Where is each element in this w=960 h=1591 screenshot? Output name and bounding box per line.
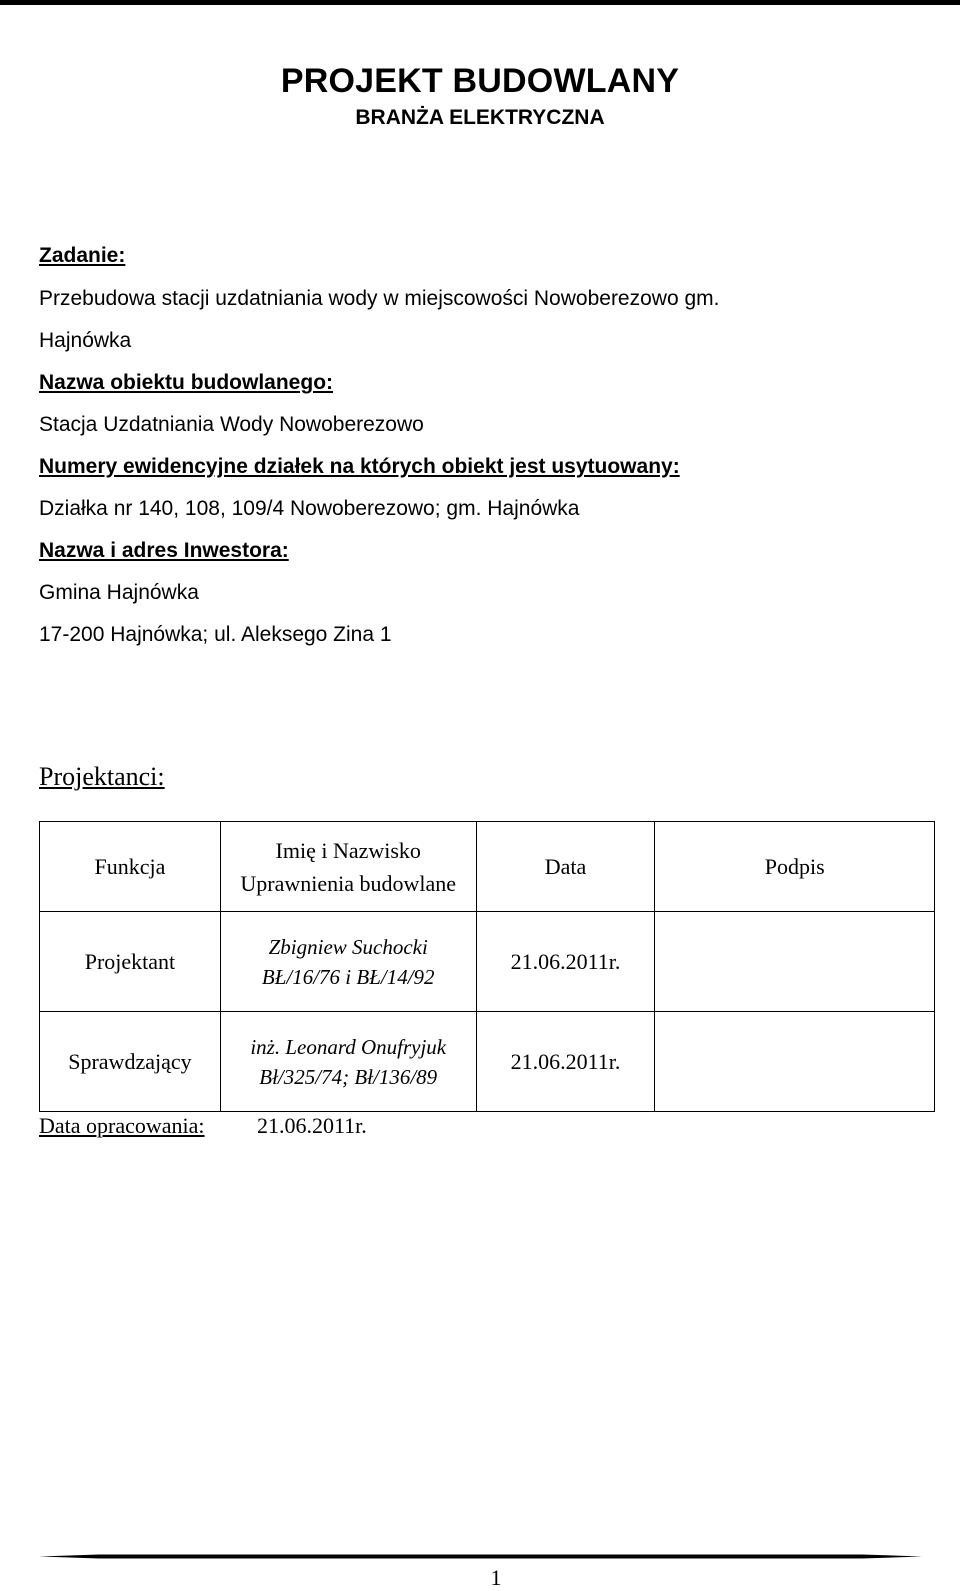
object-name-label: Nazwa obiektu budowlanego: (39, 371, 334, 394)
task-value-line2: Hajnówka (39, 329, 132, 352)
row-date: 21.06.2011r. (476, 912, 655, 1012)
row-person-name: inż. Leonard Onufryjuk (250, 1034, 447, 1059)
column-header-function: Funkcja (40, 822, 221, 912)
designers-table (39, 821, 935, 1112)
task-label: Zadanie: (39, 244, 126, 267)
column-header-name-line2: Uprawnienia budowlane (240, 870, 457, 896)
row-person-name: Zbigniew Suchocki (268, 934, 428, 959)
table-header-row (40, 822, 935, 912)
column-header-name (220, 822, 476, 912)
column-header-name-line1: Imię i Nazwisko (275, 837, 421, 863)
investor-name: Gmina Hajnówka (39, 581, 199, 604)
row-license: Bł/325/74; Bł/136/89 (259, 1064, 438, 1089)
row-name-cell (220, 912, 476, 1012)
investor-address: 17-200 Hajnówka; ul. Aleksego Zina 1 (39, 623, 392, 646)
task-value-line1: Przebudowa stacji uzdatniania wody w miejscowości Nowoberezowo gm. (39, 287, 720, 310)
prepared-date-value: 21.06.2011r. (257, 1113, 367, 1138)
row-signature (655, 912, 935, 1012)
column-header-signature: Podpis (655, 822, 935, 912)
row-function: Projektant (40, 912, 221, 1012)
row-signature (655, 1012, 935, 1112)
prepared-date-label: Data opracowania: (39, 1113, 205, 1138)
column-header-date: Data (476, 822, 655, 912)
document-subtitle: BRANŻA ELEKTRYCZNA (355, 106, 605, 129)
object-name-value: Stacja Uzdatniania Wody Nowoberezowo (39, 413, 424, 436)
top-rule (0, 0, 960, 5)
bottom-rule (39, 1554, 922, 1559)
table-row (40, 912, 935, 1012)
plot-numbers-label: Numery ewidencyjne działek na których obiekt jest usytuowany: (39, 455, 680, 478)
row-function: Sprawdzający (40, 1012, 221, 1112)
row-license: BŁ/16/76 i BŁ/14/92 (261, 964, 435, 989)
investor-label: Nazwa i adres Inwestora: (39, 539, 289, 562)
designers-heading: Projektanci: (39, 762, 165, 791)
row-name-cell (220, 1012, 476, 1112)
plot-numbers-value: Działka nr 140, 108, 109/4 Nowoberezowo; gm. Hajnówka (39, 497, 580, 520)
row-date: 21.06.2011r. (476, 1012, 655, 1112)
page-number: 1 (490, 1565, 502, 1590)
document-title: PROJEKT BUDOWLANY (280, 62, 680, 100)
table-row (40, 1012, 935, 1112)
